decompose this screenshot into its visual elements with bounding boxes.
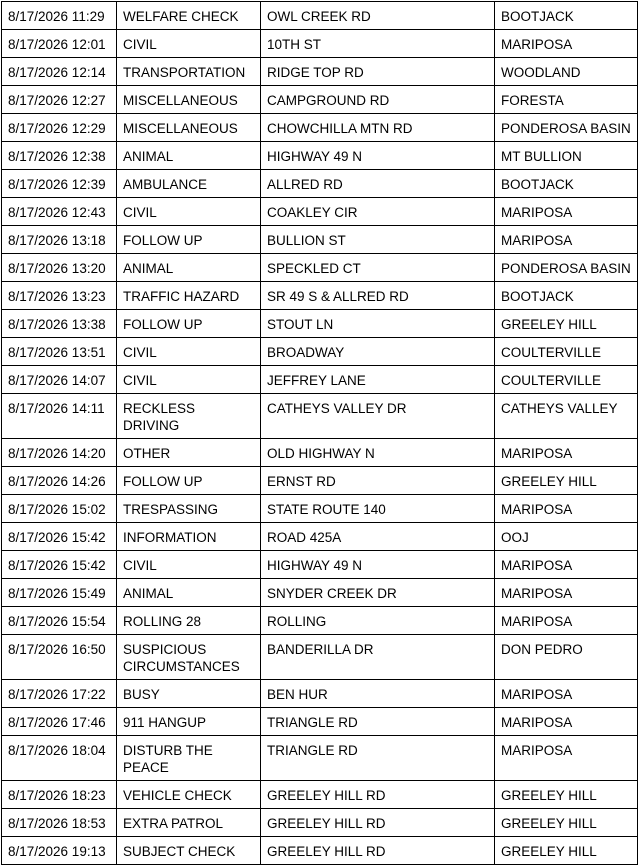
location-cell: SR 49 S & ALLRED RD (261, 282, 495, 310)
area-cell: DON PEDRO (495, 635, 638, 680)
area-cell: MARIPOSA (495, 607, 638, 635)
call-type-cell: 911 HANGUP (117, 708, 261, 736)
location-cell: SPECKLED CT (261, 254, 495, 282)
table-row (2, 439, 638, 467)
table-row (2, 366, 638, 394)
table-row (2, 282, 638, 310)
area-cell: GREELEY HILL (495, 467, 638, 495)
table-row (2, 394, 638, 439)
table-row (2, 86, 638, 114)
area-cell: MARIPOSA (495, 439, 638, 467)
area-cell: MT BULLION (495, 142, 638, 170)
area-cell: MARIPOSA (495, 495, 638, 523)
location-cell: RIDGE TOP RD (261, 58, 495, 86)
area-cell: GREELEY HILL (495, 781, 638, 809)
date-time-cell: 8/17/2026 12:14 (2, 58, 117, 86)
location-cell: STOUT LN (261, 310, 495, 338)
location-cell: OWL CREEK RD (261, 2, 495, 30)
date-time-cell: 8/17/2026 11:29 (2, 2, 117, 30)
table-row (2, 635, 638, 680)
location-cell: CAMPGROUND RD (261, 86, 495, 114)
date-time-cell: 8/17/2026 15:02 (2, 495, 117, 523)
table-row (2, 781, 638, 809)
call-type-cell: ANIMAL (117, 254, 261, 282)
date-time-cell: 8/17/2026 12:43 (2, 198, 117, 226)
area-cell: MARIPOSA (495, 736, 638, 781)
table-row (2, 142, 638, 170)
table-row (2, 551, 638, 579)
table-row (2, 58, 638, 86)
table-row (2, 680, 638, 708)
date-time-cell: 8/17/2026 16:50 (2, 635, 117, 680)
call-type-cell: INFORMATION (117, 523, 261, 551)
call-type-cell: CIVIL (117, 551, 261, 579)
location-cell: BROADWAY (261, 338, 495, 366)
area-cell: BOOTJACK (495, 282, 638, 310)
location-cell: ALLRED RD (261, 170, 495, 198)
call-type-cell: SUBJECT CHECK (117, 837, 261, 865)
area-cell: COULTERVILLE (495, 338, 638, 366)
date-time-cell: 8/17/2026 18:23 (2, 781, 117, 809)
table-row (2, 708, 638, 736)
call-type-cell: FOLLOW UP (117, 310, 261, 338)
table-row (2, 579, 638, 607)
location-cell: SNYDER CREEK DR (261, 579, 495, 607)
call-type-cell: TRESPASSING (117, 495, 261, 523)
area-cell: MARIPOSA (495, 551, 638, 579)
area-cell: GREELEY HILL (495, 837, 638, 865)
call-type-cell: AMBULANCE (117, 170, 261, 198)
table-row (2, 254, 638, 282)
location-cell: ROLLING (261, 607, 495, 635)
date-time-cell: 8/17/2026 14:07 (2, 366, 117, 394)
date-time-cell: 8/17/2026 13:18 (2, 226, 117, 254)
location-cell: BANDERILLA DR (261, 635, 495, 680)
location-cell: 10TH ST (261, 30, 495, 58)
area-cell: BOOTJACK (495, 2, 638, 30)
date-time-cell: 8/17/2026 17:22 (2, 680, 117, 708)
date-time-cell: 8/17/2026 12:29 (2, 114, 117, 142)
call-type-cell: CIVIL (117, 338, 261, 366)
date-time-cell: 8/17/2026 15:54 (2, 607, 117, 635)
table-row (2, 198, 638, 226)
area-cell: FORESTA (495, 86, 638, 114)
table-row (2, 467, 638, 495)
table-row (2, 607, 638, 635)
call-type-cell: TRANSPORTATION (117, 58, 261, 86)
date-time-cell: 8/17/2026 15:42 (2, 551, 117, 579)
area-cell: MARIPOSA (495, 226, 638, 254)
area-cell: PONDEROSA BASIN (495, 254, 638, 282)
table-row (2, 837, 638, 865)
call-type-cell: TRAFFIC HAZARD (117, 282, 261, 310)
area-cell: CATHEYS VALLEY (495, 394, 638, 439)
table-row (2, 226, 638, 254)
call-type-cell: DISTURB THE PEACE (117, 736, 261, 781)
area-cell: WOODLAND (495, 58, 638, 86)
call-type-cell: EXTRA PATROL (117, 809, 261, 837)
area-cell: BOOTJACK (495, 170, 638, 198)
area-cell: PONDEROSA BASIN (495, 114, 638, 142)
location-cell: CATHEYS VALLEY DR (261, 394, 495, 439)
date-time-cell: 8/17/2026 13:23 (2, 282, 117, 310)
area-cell: GREELEY HILL (495, 809, 638, 837)
call-type-cell: RECKLESS DRIVING (117, 394, 261, 439)
call-type-cell: MISCELLANEOUS (117, 86, 261, 114)
call-type-cell: CIVIL (117, 366, 261, 394)
date-time-cell: 8/17/2026 14:26 (2, 467, 117, 495)
call-type-cell: ANIMAL (117, 142, 261, 170)
location-cell: STATE ROUTE 140 (261, 495, 495, 523)
location-cell: GREELEY HILL RD (261, 809, 495, 837)
call-type-cell: OTHER (117, 439, 261, 467)
date-time-cell: 8/17/2026 17:46 (2, 708, 117, 736)
call-type-cell: CIVIL (117, 198, 261, 226)
date-time-cell: 8/17/2026 12:38 (2, 142, 117, 170)
table-row (2, 310, 638, 338)
table-row (2, 170, 638, 198)
table-row (2, 495, 638, 523)
call-type-cell: MISCELLANEOUS (117, 114, 261, 142)
call-type-cell: CIVIL (117, 30, 261, 58)
table-row (2, 523, 638, 551)
table-row (2, 2, 638, 30)
area-cell: MARIPOSA (495, 198, 638, 226)
location-cell: ROAD 425A (261, 523, 495, 551)
area-cell: COULTERVILLE (495, 366, 638, 394)
date-time-cell: 8/17/2026 19:13 (2, 837, 117, 865)
date-time-cell: 8/17/2026 13:20 (2, 254, 117, 282)
location-cell: OLD HIGHWAY N (261, 439, 495, 467)
date-time-cell: 8/17/2026 14:20 (2, 439, 117, 467)
location-cell: GREELEY HILL RD (261, 837, 495, 865)
location-cell: COAKLEY CIR (261, 198, 495, 226)
area-cell: MARIPOSA (495, 579, 638, 607)
table-row (2, 114, 638, 142)
call-type-cell: WELFARE CHECK (117, 2, 261, 30)
table-row (2, 30, 638, 58)
call-type-cell: ROLLING 28 (117, 607, 261, 635)
location-cell: CHOWCHILLA MTN RD (261, 114, 495, 142)
date-time-cell: 8/17/2026 12:01 (2, 30, 117, 58)
area-cell: MARIPOSA (495, 708, 638, 736)
call-type-cell: BUSY (117, 680, 261, 708)
date-time-cell: 8/17/2026 12:27 (2, 86, 117, 114)
area-cell: OOJ (495, 523, 638, 551)
area-cell: GREELEY HILL (495, 310, 638, 338)
date-time-cell: 8/17/2026 18:04 (2, 736, 117, 781)
call-log-table (1, 1, 638, 865)
date-time-cell: 8/17/2026 14:11 (2, 394, 117, 439)
area-cell: MARIPOSA (495, 680, 638, 708)
date-time-cell: 8/17/2026 15:49 (2, 579, 117, 607)
date-time-cell: 8/17/2026 13:51 (2, 338, 117, 366)
location-cell: BEN HUR (261, 680, 495, 708)
call-type-cell: ANIMAL (117, 579, 261, 607)
call-type-cell: VEHICLE CHECK (117, 781, 261, 809)
location-cell: GREELEY HILL RD (261, 781, 495, 809)
location-cell: JEFFREY LANE (261, 366, 495, 394)
location-cell: TRIANGLE RD (261, 708, 495, 736)
area-cell: MARIPOSA (495, 30, 638, 58)
date-time-cell: 8/17/2026 13:38 (2, 310, 117, 338)
table-row (2, 809, 638, 837)
call-log-body (2, 2, 638, 865)
call-type-cell: FOLLOW UP (117, 467, 261, 495)
location-cell: HIGHWAY 49 N (261, 142, 495, 170)
table-row (2, 736, 638, 781)
table-row (2, 338, 638, 366)
date-time-cell: 8/17/2026 15:42 (2, 523, 117, 551)
location-cell: HIGHWAY 49 N (261, 551, 495, 579)
location-cell: ERNST RD (261, 467, 495, 495)
date-time-cell: 8/17/2026 12:39 (2, 170, 117, 198)
date-time-cell: 8/17/2026 18:53 (2, 809, 117, 837)
location-cell: BULLION ST (261, 226, 495, 254)
location-cell: TRIANGLE RD (261, 736, 495, 781)
call-type-cell: SUSPICIOUS CIRCUMSTANCES (117, 635, 261, 680)
call-type-cell: FOLLOW UP (117, 226, 261, 254)
